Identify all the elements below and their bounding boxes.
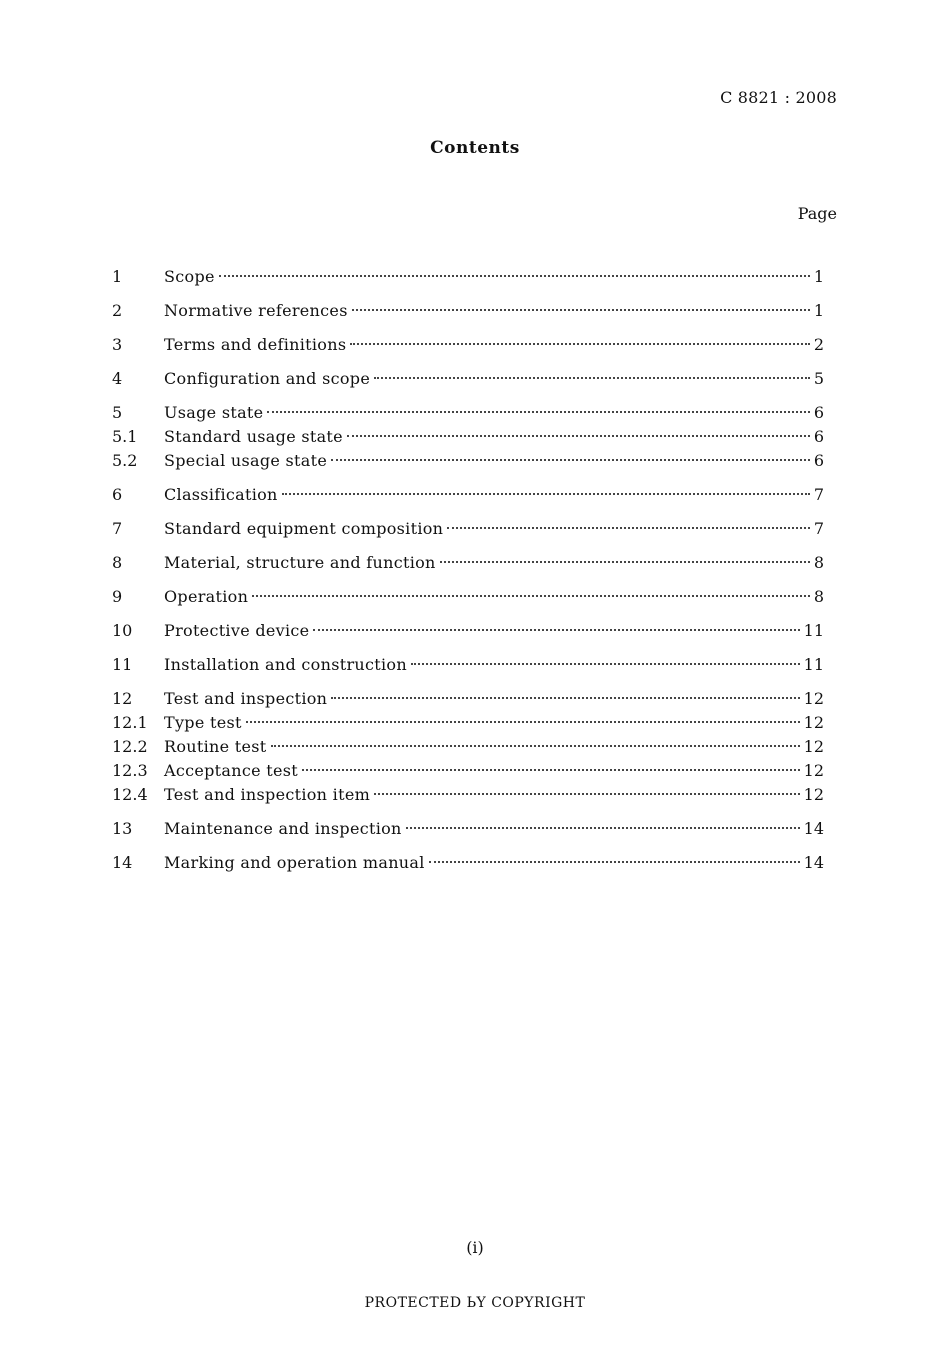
toc-entry-number: 6 [112,485,123,504]
toc-subentry[interactable] [112,711,824,735]
copyright-footer: PROTECTED ЬY COPYRIGHT [364,1295,586,1311]
toc-entry[interactable] [112,265,824,289]
page-folio: (i) [466,1238,484,1257]
toc-entry[interactable] [112,367,824,391]
toc-entry-page: 14 [803,819,824,838]
toc-entry-label: Terms and definitions [164,335,347,354]
dot-leader [282,493,810,495]
toc-entry-number: 3 [112,335,123,354]
toc-entry[interactable] [112,483,824,507]
toc-entry-label: Standard usage state [164,427,343,446]
table-of-contents [112,265,824,875]
toc-entry-label: Acceptance test [164,761,299,780]
dot-leader [352,309,810,311]
dot-leader [374,793,800,795]
dot-leader [331,697,799,699]
toc-entry[interactable] [112,817,824,841]
toc-entry-label: Standard equipment composition [164,519,444,538]
toc-entry-label: Scope [164,267,215,286]
dot-leader [302,769,800,771]
toc-entry-page: 14 [803,853,824,872]
toc-entry-number: 14 [112,853,133,872]
toc-entry-number: 5 [112,403,123,422]
toc-entry-number: 9 [112,587,123,606]
toc-entry-label: Routine test [164,737,267,756]
toc-entry-page: 6 [813,451,824,470]
dot-leader [411,663,800,665]
dot-leader [219,275,810,277]
toc-entry-label: Test and inspection [164,689,328,708]
toc-entry-page: 1 [813,267,824,286]
toc-entry[interactable] [112,619,824,643]
toc-entry-page: 1 [813,301,824,320]
dot-leader [347,435,810,437]
toc-entry-number: 12.3 [112,761,148,780]
toc-subentry[interactable] [112,425,824,449]
toc-entry-number: 4 [112,369,123,388]
page-title: Contents [430,138,520,158]
toc-subentry[interactable] [112,783,824,807]
toc-entry-label: Usage state [164,403,264,422]
toc-entry-page: 6 [813,427,824,446]
toc-entry[interactable] [112,299,824,323]
toc-entry-number: 13 [112,819,133,838]
toc-entry-label: Protective device [164,621,310,640]
toc-entry-page: 11 [803,621,824,640]
toc-entry-label: Installation and construction [164,655,407,674]
toc-entry-page: 8 [813,553,824,572]
toc-entry-label: Special usage state [164,451,328,470]
toc-entry-number: 5.1 [112,427,138,446]
toc-entry-label: Normative references [164,301,348,320]
toc-entry[interactable] [112,517,824,541]
toc-entry-page: 2 [813,335,824,354]
dot-leader [313,629,799,631]
toc-entry-page: 5 [813,369,824,388]
toc-entry-number: 12.1 [112,713,148,732]
dot-leader [440,561,810,563]
toc-entry-number: 7 [112,519,123,538]
toc-entry-number: 11 [112,655,133,674]
dot-leader [429,861,800,863]
dot-leader [374,377,810,379]
toc-entry-page: 12 [803,713,824,732]
toc-entry[interactable] [112,851,824,875]
toc-entry-number: 10 [112,621,133,640]
toc-entry[interactable] [112,687,824,711]
toc-entry[interactable] [112,551,824,575]
dot-leader [271,745,800,747]
toc-entry-page: 12 [803,737,824,756]
toc-entry-label: Material, structure and function [164,553,436,572]
toc-entry-page: 6 [813,403,824,422]
toc-entry-page: 8 [813,587,824,606]
toc-entry-page: 7 [813,519,824,538]
dot-leader [350,343,809,345]
toc-entry-number: 2 [112,301,123,320]
page-column-label: Page [797,204,837,223]
toc-subentry[interactable] [112,735,824,759]
toc-entry-label: Type test [164,713,242,732]
standard-code: C 8821 : 2008 [720,88,837,107]
toc-entry[interactable] [112,653,824,677]
toc-entry-label: Marking and operation manual [164,853,425,872]
toc-entry[interactable] [112,585,824,609]
toc-entry-number: 12.4 [112,785,148,804]
dot-leader [406,827,800,829]
dot-leader [252,595,810,597]
toc-entry-number: 12 [112,689,133,708]
toc-entry-label: Operation [164,587,249,606]
toc-entry-label: Configuration and scope [164,369,371,388]
dot-leader [331,459,810,461]
toc-entry-label: Classification [164,485,278,504]
dot-leader [267,411,809,413]
toc-entry-label: Test and inspection item [164,785,371,804]
toc-entry[interactable] [112,333,824,357]
toc-entry-number: 8 [112,553,123,572]
toc-entry-page: 12 [803,785,824,804]
toc-entry-label: Maintenance and inspection [164,819,402,838]
dot-leader [447,527,810,529]
toc-entry-number: 1 [112,267,123,286]
dot-leader [246,721,800,723]
toc-subentry[interactable] [112,759,824,783]
toc-subentry[interactable] [112,449,824,473]
toc-entry-number: 12.2 [112,737,148,756]
toc-entry[interactable] [112,401,824,425]
toc-entry-page: 12 [803,761,824,780]
toc-entry-page: 7 [813,485,824,504]
toc-entry-page: 12 [803,689,824,708]
toc-entry-page: 11 [803,655,824,674]
toc-entry-number: 5.2 [112,451,138,470]
